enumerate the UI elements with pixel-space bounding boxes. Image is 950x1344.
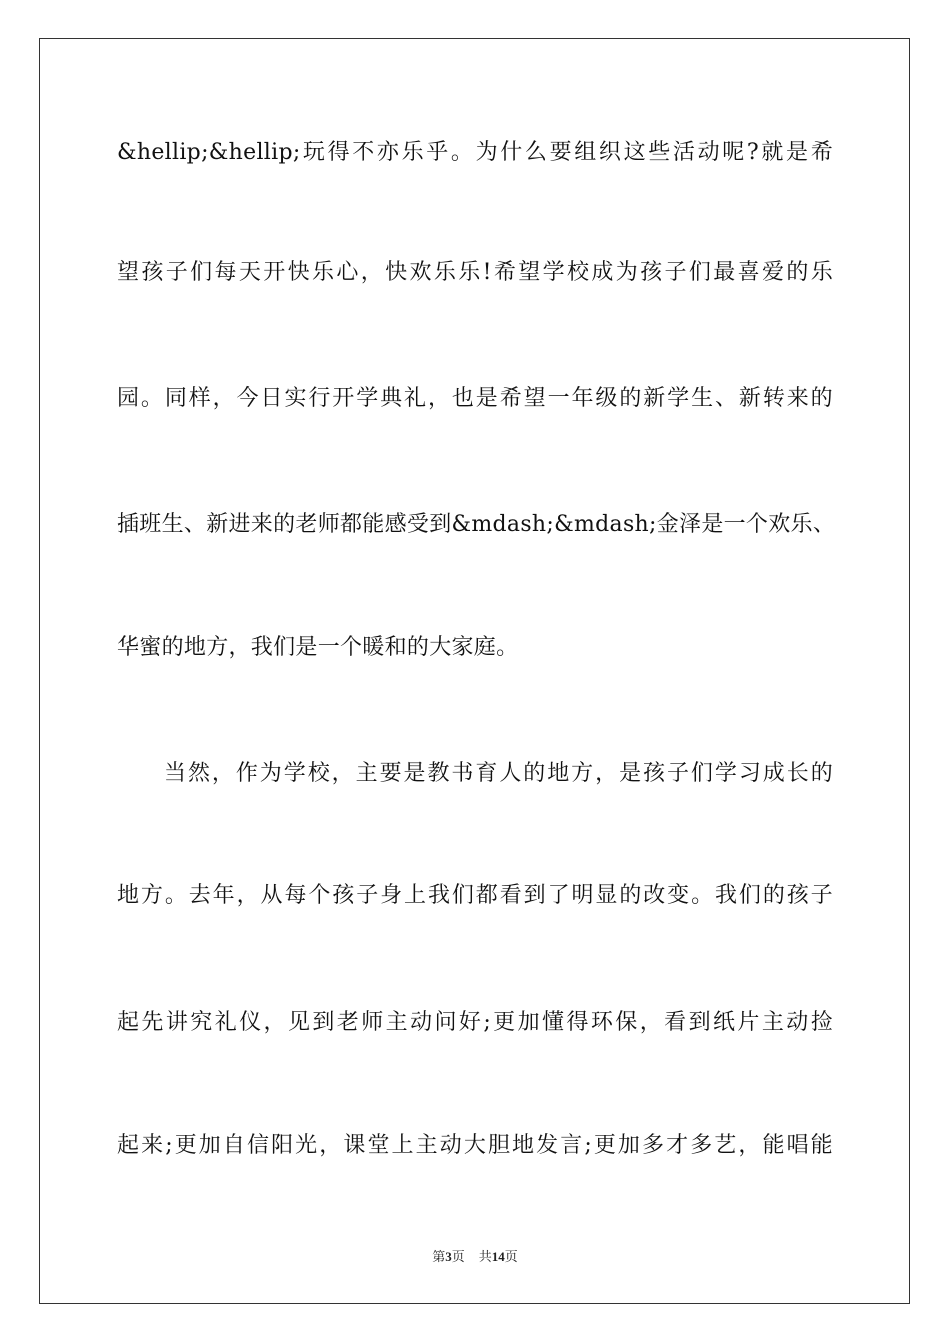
text-line-1: &hellip;&hellip;玩得不亦乐乎。为什么要组织这些活动呢?就是希 [117,140,833,165]
text-line-4: 插班生、新进来的老师都能感受到&mdash;&mdash;金泽是一个欢乐、 [117,512,836,537]
text-line-3: 园。同样，今日实行开学典礼，也是希望一年级的新学生、新转来的 [117,386,833,411]
text-line-8: 起先讲究礼仪，见到老师主动问好;更加懂得环保，看到纸片主动捡 [117,1010,833,1035]
text-line-2: 望孩子们每天开快乐心，快欢乐乐!希望学校成为孩子们最喜爱的乐 [117,260,833,285]
page-number: 3 [445,1249,452,1264]
page-footer [0,1248,950,1266]
text-line-6: 当然，作为学校，主要是教书育人的地方，是孩子们学习成长的 [164,761,833,786]
total-pages: 14 [491,1249,505,1264]
text-line-5: 华蜜的地方，我们是一个暖和的大家庭。 [117,635,519,660]
text-line-9: 起来;更加自信阳光，课堂上主动大胆地发言;更加多才多艺，能唱能 [117,1133,833,1158]
page-prefix: 第 [432,1249,446,1264]
total-suffix: 页 [504,1249,518,1264]
text-line-7: 地方。去年，从每个孩子身上我们都看到了明显的改变。我们的孩子 [117,883,833,908]
total-prefix: 共 [478,1249,492,1264]
page-suffix: 页 [451,1249,465,1264]
page-border [39,38,910,1304]
